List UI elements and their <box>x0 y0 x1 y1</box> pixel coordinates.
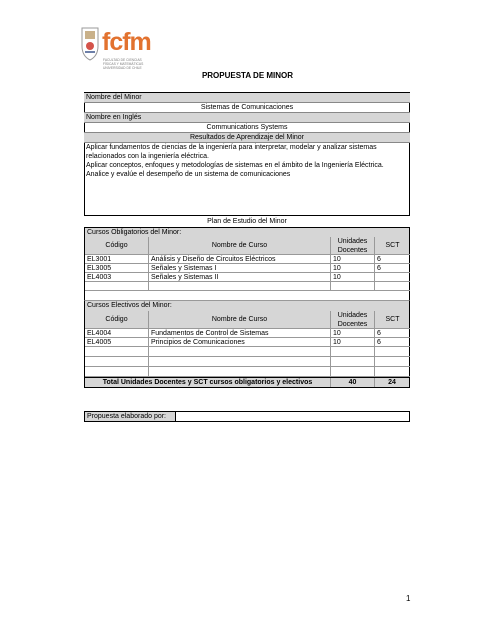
learning-result-line: Aplicar fundamentos de ciencias de la ingeniería para interpretar, modelar y analizar sistemas <box>86 144 377 151</box>
table-row <box>84 255 410 264</box>
sct-column-header: SCT <box>375 237 410 255</box>
table-row <box>84 338 410 347</box>
course-code: EL3001 <box>85 255 149 264</box>
course-sct: 6 <box>375 255 410 264</box>
code-column-header: Código <box>85 237 149 255</box>
page-number: 1 <box>406 594 411 603</box>
learning-result-line: relacionados con la ingeniería eléctrica. <box>86 153 209 160</box>
course-name-column-header: Nombre de Curso <box>149 311 331 329</box>
logo-subtitle-2: FÍSICAS Y MATEMÁTICAS <box>103 62 144 66</box>
learning-result-line: Analice y evalúe el desempeño de un sistema de comunicaciones <box>86 171 291 178</box>
fcfm-logo <box>80 26 170 74</box>
table-row <box>84 264 410 273</box>
total-units: 40 <box>331 378 375 387</box>
course-units: 10 <box>331 329 375 338</box>
course-code: EL4003 <box>85 273 149 282</box>
course-sct: 6 <box>375 338 410 347</box>
course-units: 10 <box>331 264 375 273</box>
course-name-column-header: Nombre de Curso <box>149 237 331 255</box>
minor-info-block <box>84 92 410 216</box>
sct-column-header: SCT <box>375 311 410 329</box>
course-code: EL3005 <box>85 264 149 273</box>
units-column-header: Unidades Docentes <box>331 237 375 255</box>
code-column-header: Código <box>85 311 149 329</box>
course-units: 10 <box>331 255 375 264</box>
minor-name-value: Sistemas de Comunicaciones <box>84 103 410 113</box>
mandatory-column-header <box>84 237 410 255</box>
logo-subtitle-3: UNIVERSIDAD DE CHILE <box>103 66 142 70</box>
university-crest-icon <box>80 26 100 62</box>
proposal-row <box>84 411 410 423</box>
logo-wordmark: fcfm <box>102 28 151 56</box>
table-row <box>84 273 410 282</box>
proposal-value-field <box>176 411 410 422</box>
units-column-header: Unidades Docentes <box>331 311 375 329</box>
minor-name-label: Nombre del Minor <box>84 93 410 103</box>
logo-subtitle-1: FACULTAD DE CIENCIAS <box>103 58 142 62</box>
total-label: Total Unidades Docentes y SCT cursos obligatorios y electivos <box>85 378 331 387</box>
spacer-row <box>84 291 410 301</box>
course-name: Señales y Sistemas I <box>149 264 331 273</box>
empty-table-row <box>84 282 410 291</box>
course-sct <box>375 273 410 282</box>
proposal-label: Propuesta elaborado por: <box>84 411 176 422</box>
table-row <box>84 329 410 338</box>
learning-results-label: Resultados de Aprendizaje del Minor <box>84 133 410 143</box>
total-sct: 24 <box>388 379 396 386</box>
course-name: Fundamentos de Control de Sistemas <box>149 329 331 338</box>
english-name-value: Communications Systems <box>84 123 410 133</box>
elective-courses-label: Cursos Electivos del Minor: <box>84 301 410 311</box>
empty-table-row <box>84 367 410 377</box>
course-name: Señales y Sistemas II <box>149 273 331 282</box>
course-name: Análisis y Diseño de Circuitos Eléctricos <box>149 255 331 264</box>
english-name-label: Nombre en Inglés <box>84 113 410 123</box>
total-row <box>84 377 410 388</box>
mandatory-courses-label: Cursos Obligatorios del Minor: <box>84 227 410 237</box>
course-code: EL4004 <box>85 329 149 338</box>
study-plan-header: Plan de Estudio del Minor <box>207 218 287 225</box>
course-name: Principios de Comunicaciones <box>149 338 331 347</box>
elective-column-header <box>84 311 410 329</box>
course-units: 10 <box>331 338 375 347</box>
course-sct: 6 <box>375 264 410 273</box>
study-plan-table <box>84 217 410 393</box>
empty-table-row <box>84 357 410 367</box>
course-code: EL4005 <box>85 338 149 347</box>
course-sct: 6 <box>375 329 410 338</box>
course-units: 10 <box>331 273 375 282</box>
empty-table-row <box>84 347 410 357</box>
learning-result-line: Aplicar conceptos, enfoques y metodologías de sistemas en el ámbito de la Ingeniería Eléctrica. <box>86 162 384 169</box>
page-title: PROPUESTA DE MINOR <box>201 71 294 80</box>
